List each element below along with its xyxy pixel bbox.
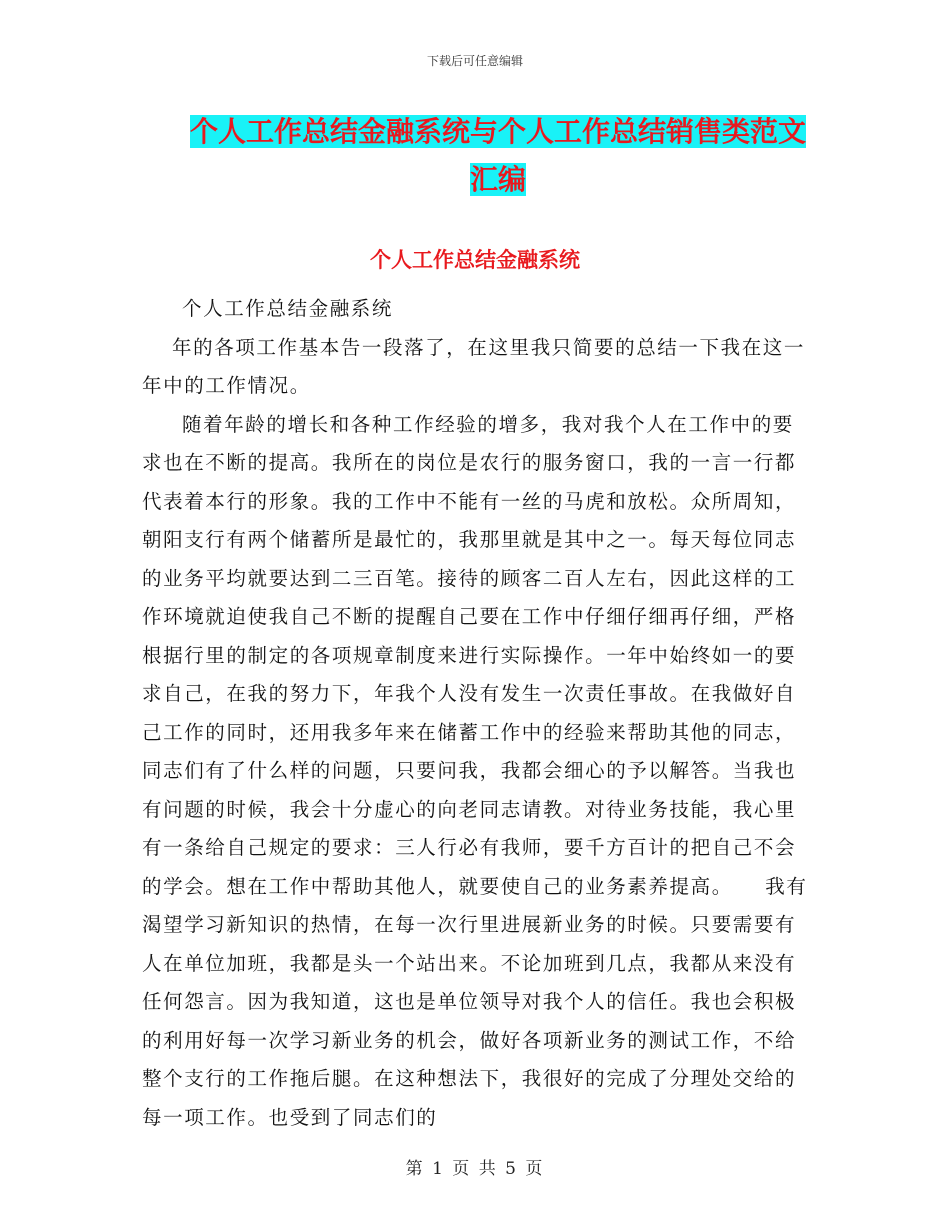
subheading: 个人工作总结金融系统: [182, 297, 394, 320]
body-paragraph: 随着年龄的增长和各种工作经验的增多，我对我个人在工作中的要求也在不断的提高。我所在的岗位是农行的服务窗口，我的一言一行都代表着本行的形象。我的工作中不能有一丝的马虎和放松。众所周知，朝阳支行有两个储蓄所是最忙的，我那里就是其中之一。每天每位同志的业务平均就要达到二三百笔。接待的顾客二百人左右，因此这样的工作环境就迫使我自己不断的提醒自己要在工作中仔细仔细再仔细，严格根据行里的制定的各项规章制度来进行实际操作。一年中始终如一的要求自己，在我的努力下，年我个人没有发生一次责任事故。在我做好自己工作的同时，还用我多年来在储蓄工作中的经验来帮助其他的同志，同志们有了什么样的问题，只要问我，我都会细心的予以解答。当我也有问题的时候，我会十分虚心的向老同志请教。对待业务技能，我心里有一条给自己规定的要求：三人行必有我师，要千方百计的把自己不会的学会。想在工作中帮助其他人，就要使自己的业务素养提高。 我有渴望学习新知识的热情，在每一次行里进展新业务的时候。只要需要有人在单位加班，我都是头一个站出来。不论加班到几点，我都从来没有任何怨言。因为我知道，这也是单位领导对我个人的信任。我也会积极的利用好每一次学习新业务的机会，做好各项新业务的测试工作，不给整个支行的工作拖后腿。在这种想法下，我很好的完成了分理处交给的每一项工作。也受到了同志们的: [142, 412, 808, 1129]
document-title-text: 个人工作总结金融系统与个人工作总结销售类范文汇编: [190, 115, 807, 196]
page-footer: 第 1 页 共 5 页: [405, 1159, 545, 1179]
section-title: 个人工作总结金融系统: [370, 248, 580, 272]
intro-paragraph: 年的各项工作基本告一段落了，在这里我只简要的总结一下我在这一年中的工作情况。: [142, 335, 806, 397]
document-body: [142, 290, 810, 1137]
document-title: [190, 108, 806, 204]
header-note: 下载后可任意编辑: [426, 54, 523, 68]
